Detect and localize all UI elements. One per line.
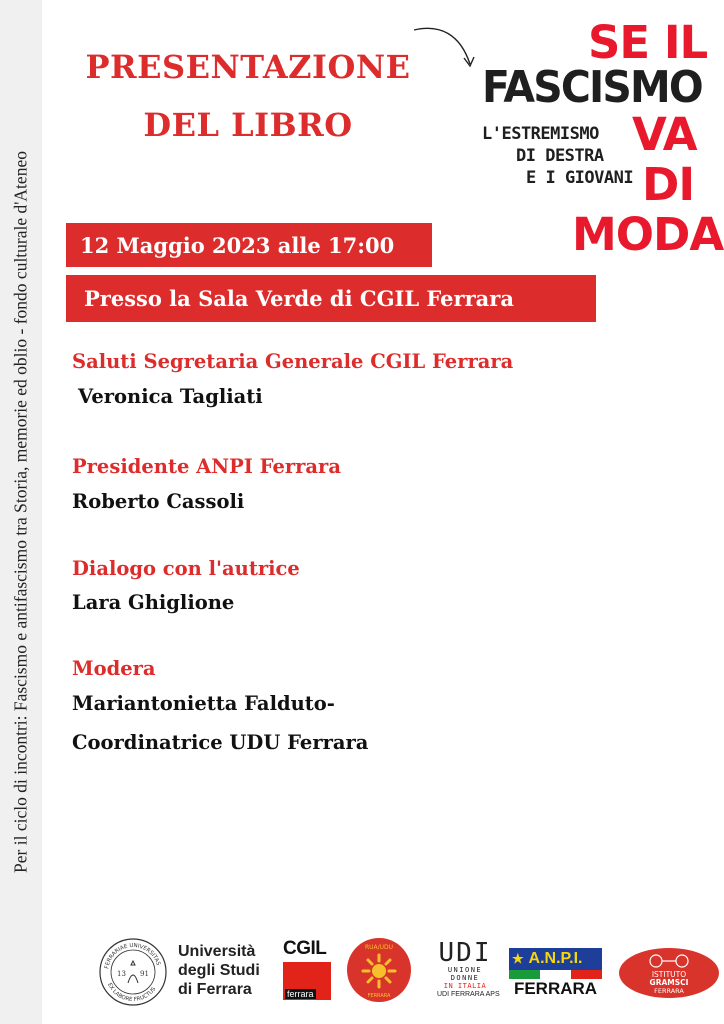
- book-subtitle-3: E I GIOVANI: [526, 168, 634, 188]
- book-title-se-il: SE IL: [588, 16, 708, 69]
- seal-year-left: 13: [117, 970, 126, 978]
- book-title-graphic: [470, 14, 724, 264]
- speaker-role-4: Modera: [72, 657, 156, 680]
- event-venue: Presso la Sala Verde di CGIL Ferrara: [84, 286, 514, 311]
- rua-bottom-text: FERRARA: [367, 993, 391, 999]
- cgil-logo-text: CGIL: [283, 938, 327, 959]
- rua-top-text: RUA/UDU: [364, 944, 394, 951]
- unife-name: [178, 942, 260, 999]
- sidebar-series-text: Per il ciclo di incontri: Fascismo e antifascismo tra Storia, memorie ed oblio - fondo culturale d'Ateneo: [10, 151, 31, 873]
- speaker-role-2: Presidente ANPI Ferrara: [72, 455, 341, 478]
- udi-logo-sub: UDI FERRARA APS: [437, 991, 500, 998]
- speaker-role-1: Saluti Segretaria Generale CGIL Ferrara: [72, 350, 514, 373]
- gramsci-line3: FERRARA: [654, 987, 684, 995]
- udi-logo: [437, 938, 500, 1004]
- book-title-fascismo: FASCISMO: [482, 62, 702, 113]
- udi-logo-line3: IN ITALIA: [443, 982, 487, 990]
- udi-logo-line1: UNIONE: [447, 966, 483, 974]
- udi-logo-line2: DONNE: [450, 974, 480, 982]
- anpi-star-icon: ★: [512, 951, 524, 966]
- event-venue-box: [66, 275, 596, 322]
- seal-year-right: 91: [140, 970, 149, 978]
- book-title-di: DI: [642, 158, 695, 211]
- book-title-va: VA: [632, 108, 697, 161]
- speaker-name-4: Mariantonietta Falduto-: [72, 692, 335, 715]
- book-subtitle-2: DI DESTRA: [516, 146, 604, 166]
- unife-line2: degli Studi: [178, 962, 260, 979]
- seal-top-text: FERRARIAE UNIVERSITAS: [104, 942, 162, 970]
- rua-udu-logo: [346, 937, 412, 1003]
- gramsci-line2: GRAMSCI: [649, 978, 689, 987]
- speaker-name-4-line2: Coordinatrice UDU Ferrara: [72, 731, 369, 754]
- udi-logo-big: UDI: [438, 938, 492, 968]
- unife-line1: Università: [178, 943, 256, 960]
- anpi-logo-text: A.N.P.I.: [528, 950, 583, 967]
- book-subtitle-1: L'ESTREMISMO: [482, 124, 599, 144]
- event-date-box: [66, 223, 432, 267]
- page-title: [62, 38, 434, 154]
- seal-bottom-text: EX LABORE FRUCTUS: [106, 982, 158, 1004]
- gramsci-line1: ISTITUTO: [651, 970, 687, 979]
- istituto-gramsci-logo: [618, 947, 720, 999]
- page-title-line1: PRESENTAZIONE: [85, 48, 411, 86]
- anpi-logo: [509, 948, 602, 1002]
- speaker-name-2: Roberto Cassoli: [72, 490, 245, 513]
- unife-seal-logo: [98, 937, 168, 1007]
- event-date: 12 Maggio 2023 alle 17:00: [80, 233, 395, 258]
- unife-line3: di Ferrara: [178, 981, 252, 998]
- book-title-moda: MODA: [572, 208, 724, 261]
- cgil-logo-sub: ferrara: [287, 989, 314, 999]
- anpi-logo-sub: FERRARA: [513, 979, 598, 998]
- speaker-role-3: Dialogo con l'autrice: [72, 557, 300, 580]
- speaker-name-1: Veronica Tagliati: [78, 385, 263, 408]
- page-title-line2: DEL LIBRO: [143, 106, 353, 144]
- sidebar-strip: [0, 0, 42, 1024]
- speaker-name-3: Lara Ghiglione: [72, 591, 235, 614]
- anpi-flag-stripe: [509, 970, 602, 979]
- cgil-logo: [283, 938, 331, 1002]
